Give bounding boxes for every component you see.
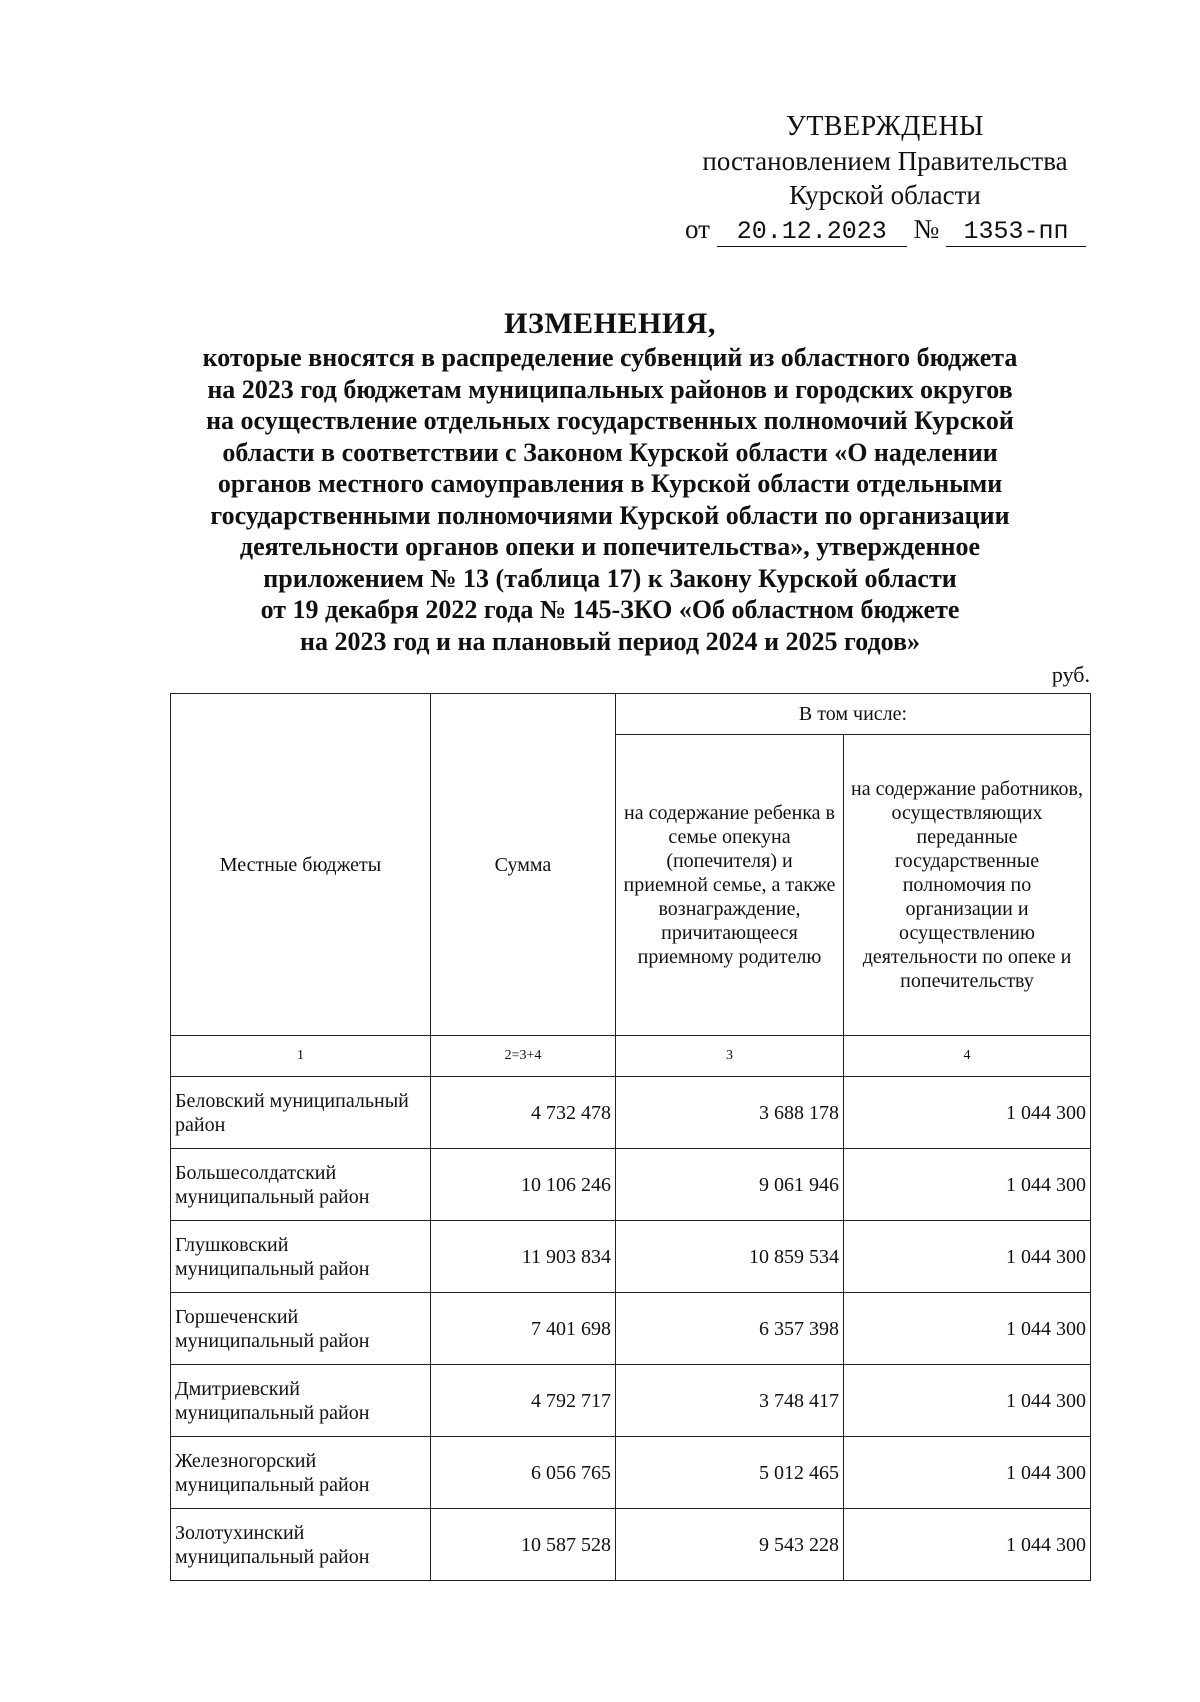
table-row [171, 1509, 1091, 1581]
heading-line: деятельности органов опеки и попечительства», утвержденное [239, 532, 981, 561]
approval-title: УТВЕРЖДЕНЫ [785, 111, 985, 142]
child-value: 9 061 946 [616, 1149, 844, 1221]
total-value: 11 903 834 [431, 1221, 616, 1293]
staff-value: 1 044 300 [844, 1293, 1091, 1365]
table-row [171, 1149, 1091, 1221]
header-sum: Сумма [431, 694, 616, 1036]
child-value: 3 748 417 [616, 1365, 844, 1437]
column-numbering-row [171, 1036, 1091, 1077]
child-value: 3 688 178 [616, 1077, 844, 1149]
approval-date-line [650, 212, 1120, 247]
heading-line: которые вносятся в распределение субвенций из областного бюджета [202, 343, 1018, 372]
column-number: 2=3+4 [431, 1036, 616, 1077]
header-including: В том числе: [616, 694, 1091, 735]
header-child-support: на содержание ребенка в семье опекуна (попечителя) и приемной семье, а также вознаграждение, причитающееся приемному родителю [616, 735, 844, 1036]
budget-name: Большесолдатский муниципальный район [171, 1149, 431, 1221]
budget-name: Беловский муниципальный район [171, 1077, 431, 1149]
document-heading [150, 306, 1070, 657]
approval-block [650, 110, 1120, 247]
total-value: 7 401 698 [431, 1293, 616, 1365]
heading-line: приложением № 13 (таблица 17) к Закону Курской области [263, 563, 957, 593]
child-value: 9 543 228 [616, 1509, 844, 1581]
child-value: 5 012 465 [616, 1437, 844, 1509]
column-number: 4 [844, 1036, 1091, 1077]
number-prefix: № [913, 214, 940, 244]
staff-value: 1 044 300 [844, 1509, 1091, 1581]
heading-line: на осуществление отдельных государственных полномочий Курской [206, 406, 1014, 435]
heading-line: государственными полномочиями Курской области по организации [210, 500, 1010, 530]
table-row [171, 1437, 1091, 1509]
table-row [171, 1365, 1091, 1437]
staff-value: 1 044 300 [844, 1221, 1091, 1293]
header-local-budgets: Местные бюджеты [171, 694, 431, 1036]
units-label: руб. [1051, 662, 1090, 687]
approval-line-1: постановлением Правительства [702, 146, 1068, 176]
total-value: 6 056 765 [431, 1437, 616, 1509]
heading-line: на 2023 год и на плановый период 2024 и 2025 годов» [299, 626, 921, 656]
heading-line: области в соответствии с Законом Курской области «О наделении [222, 437, 998, 467]
heading-line: на 2023 год бюджетам муниципальных районов и городских округов [207, 374, 1013, 404]
heading-line: от 19 декабря 2022 года № 145-ЗКО «Об областном бюджете [260, 595, 960, 624]
budget-name: Горшеченский муниципальный район [171, 1293, 431, 1365]
budget-name: Золотухинский муниципальный район [171, 1509, 431, 1581]
column-number: 1 [171, 1036, 431, 1077]
staff-value: 1 044 300 [844, 1365, 1091, 1437]
table-row [171, 1077, 1091, 1149]
subvention-table [170, 693, 1091, 1581]
total-value: 4 792 717 [431, 1365, 616, 1437]
staff-value: 1 044 300 [844, 1149, 1091, 1221]
approval-line-2: Курской области [789, 180, 981, 210]
budget-name: Железногорский муниципальный район [171, 1437, 431, 1509]
table-row [171, 1221, 1091, 1293]
approval-date: 20.12.2023 [717, 218, 907, 247]
heading-line: органов местного самоуправления в Курской области отдельными [217, 469, 1003, 498]
budget-name: Дмитриевский муниципальный район [171, 1365, 431, 1437]
approval-number: 1353-пп [946, 218, 1086, 247]
staff-value: 1 044 300 [844, 1437, 1091, 1509]
staff-value: 1 044 300 [844, 1077, 1091, 1149]
total-value: 10 587 528 [431, 1509, 616, 1581]
child-value: 6 357 398 [616, 1293, 844, 1365]
column-number: 3 [616, 1036, 844, 1077]
total-value: 10 106 246 [431, 1149, 616, 1221]
date-prefix: от [685, 214, 710, 244]
header-staff-support: на содержание работников, осуществляющих переданные государственные полномочия по организации и осуществлению деятельности по опеке и попечительству [844, 735, 1091, 1036]
table-row [171, 1293, 1091, 1365]
child-value: 10 859 534 [616, 1221, 844, 1293]
total-value: 4 732 478 [431, 1077, 616, 1149]
budget-name: Глушковский муниципальный район [171, 1221, 431, 1293]
heading-title: ИЗМЕНЕНИЯ, [504, 307, 716, 340]
